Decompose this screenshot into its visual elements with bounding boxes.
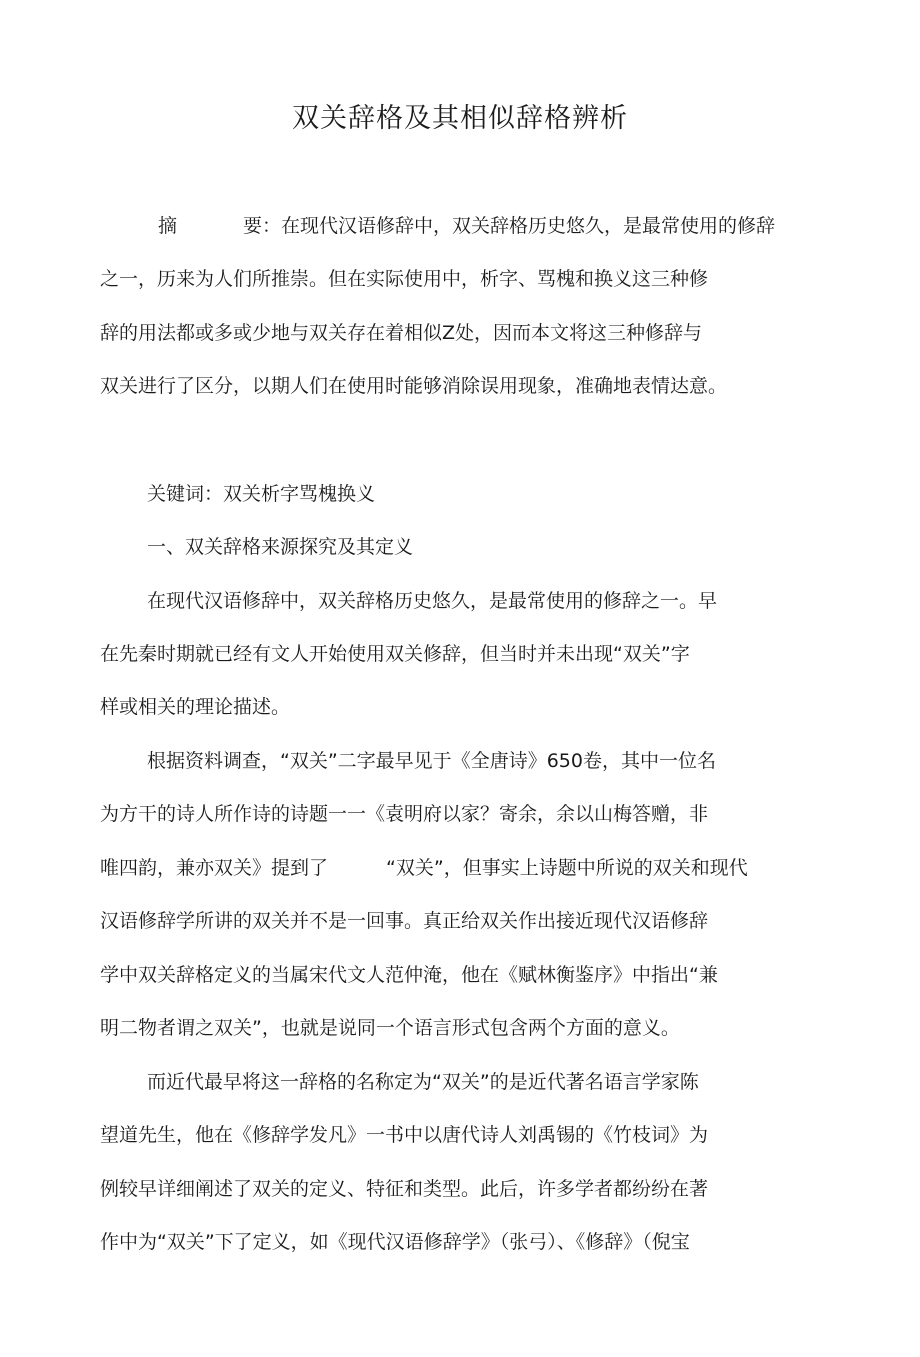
paragraph-fragment: 唯四韵，兼亦双关》提到了 xyxy=(100,857,329,879)
abstract-line: 辞的用法都或多或少地与双关存在着相似Z处，因而本文将这三种修辞与 xyxy=(100,322,703,344)
abstract-label-2: 要 xyxy=(243,215,263,237)
paragraph-line: 根据资料调查，“双关”二字最早见于《全唐诗》650卷，其中一位名 xyxy=(147,750,716,772)
abstract-label-1: 摘 xyxy=(158,215,178,237)
abstract-line: 之一，历来为人们所推崇。但在实际使用中，析字、骂槐和换义这三种修 xyxy=(100,268,709,290)
paragraph-line: 望道先生，他在《修辞学发凡》一书中以唐代诗人刘禹锡的《竹枝词》为 xyxy=(100,1124,709,1146)
paragraph-line: 明二物者谓之双关”，也就是说同一个语言形式包含两个方面的意义。 xyxy=(100,1017,680,1039)
paragraph-line: 汉语修辞学所讲的双关并不是一回事。真正给双关作出接近现代汉语修辞 xyxy=(100,910,709,932)
abstract-block xyxy=(158,213,775,239)
abstract-line: ：在现代汉语修辞中，双关辞格历史悠久，是最常使用的修辞 xyxy=(262,215,776,237)
paragraph-line: 样或相关的理论描述。 xyxy=(100,696,291,718)
paragraph-line: 学中双关辞格定义的当属宋代文人范仲淹，他在《赋林衡鉴序》中指出“兼 xyxy=(100,964,718,986)
paragraph-line: 而近代最早将这一辞格的名称定为“双关”的是近代著名语言学家陈 xyxy=(147,1071,699,1093)
paragraph-line: 在先秦时期就已经有文人开始使用双关修辞，但当时并未出现“双关”字 xyxy=(100,643,690,665)
keywords: 关键词：双关析字骂槐换义 xyxy=(147,483,376,505)
section-heading: 一、双关辞格来源探究及其定义 xyxy=(147,536,414,558)
paragraph-line xyxy=(100,855,748,881)
paragraph-line: 作中为“双关”下了定义，如《现代汉语修辞学》（张弓）、《修辞》（倪宝 xyxy=(100,1231,690,1253)
page-title: 双关辞格及其相似辞格辨析 xyxy=(292,103,628,134)
paragraph-fragment: “双关”，但事实上诗题中所说的双关和现代 xyxy=(386,857,748,879)
paragraph-line: 例较早详细阐述了双关的定义、特征和类型。此后，许多学者都纷纷在著 xyxy=(100,1178,709,1200)
abstract-line: 双关进行了区分，以期人们在使用时能够消除误用现象，准确地表情达意。 xyxy=(100,375,728,397)
paragraph-line: 为方干的诗人所作诗的诗题一一《袁明府以家？寄余，余以山梅答赠，非 xyxy=(100,803,709,825)
paragraph-line: 在现代汉语修辞中，双关辞格历史悠久，是最常使用的修辞之一。早 xyxy=(147,590,718,612)
